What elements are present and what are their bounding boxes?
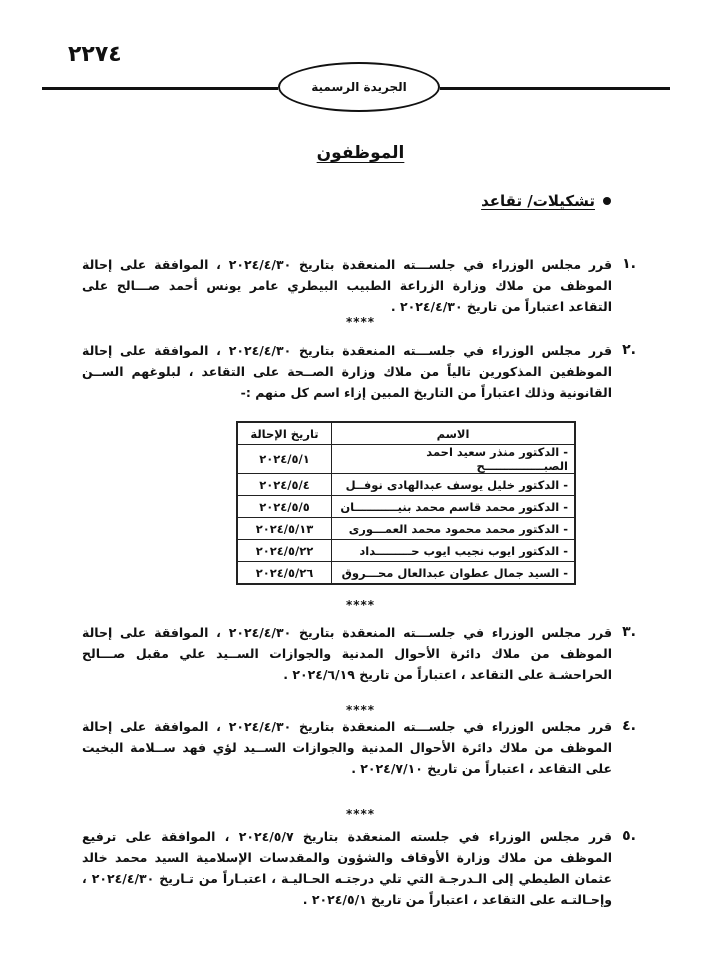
decision-item-1: [82, 254, 636, 317]
decision-item-2: [82, 340, 636, 403]
header-rule-right: [440, 87, 670, 90]
item-text: قرر مجلس الوزراء في جلســـته المنعقدة بتاريخ ٢٠٢٤/٤/٣٠ ، الموافقة على إحالة الموظف من ملاك وزارة الزراعة الطبيب البيطري عامر يونس أحمد صـــالح على التقاعد اعتباراً من تاريخ ٢٠٢٤/٤/٣٠ .: [82, 257, 612, 314]
table-row: [237, 445, 575, 474]
page-number: ٢٢٧٤: [68, 42, 122, 67]
column-header-date: تاريخ الإحالة: [237, 422, 332, 445]
name-cell: - الدكتور منذر سعيد احمد الصبـــــــــــــــح: [332, 445, 576, 474]
retirees-table: [236, 421, 576, 585]
name-cell: - الدكتور محمد محمود محمد العمـــورى: [332, 518, 576, 540]
date-cell: ٢٠٢٤/٥/٤: [237, 474, 332, 496]
item-text: قرر مجلس الوزراء في جلســـته المنعقدة بتاريخ ٢٠٢٤/٤/٣٠ ، الموافقة على إحالة الموظف من ملاك دائرة الأحوال المدنية والجوازات الســيد علي مقبل صـــالح الحراحشـة على التقاعد ، اعتباراً من تاريخ ٢٠٢٤/٦/١٩ .: [82, 625, 612, 682]
sub-heading: [481, 192, 611, 210]
item-number: .٢: [622, 342, 636, 358]
table-row: [237, 540, 575, 562]
sub-heading-text: تشكيلات/ تقاعد: [481, 192, 595, 210]
name-cell: - الدكتور خليل يوسف عبدالهادى نوفــل: [332, 474, 576, 496]
item-text: قرر مجلس الوزراء في جلســـته المنعقدة بتاريخ ٢٠٢٤/٤/٣٠ ، الموافقة على إحالة الموظف من ملاك دائرة الأحوال المدنية والجوازات الســيد لؤي فهد ســلامة البخيت على التقاعد ، اعتباراً من تاريخ ٢٠٢٤/٧/١٠ .: [82, 719, 612, 776]
item-number: .٥: [622, 828, 636, 844]
name-cell: - السيد جمال عطوان عبدالعال محـــروق: [332, 562, 576, 585]
date-cell: ٢٠٢٤/٥/١٣: [237, 518, 332, 540]
gazette-title-oval: [278, 62, 440, 112]
item-number: .١: [622, 256, 636, 272]
bullet-icon: [603, 197, 611, 205]
separator-stars: ****: [345, 598, 376, 612]
date-cell: ٢٠٢٤/٥/٥: [237, 496, 332, 518]
decision-item-3: [82, 622, 636, 685]
table-header-row: [237, 422, 575, 445]
decision-item-4: [82, 716, 636, 779]
decision-item-5: [82, 826, 636, 910]
column-header-name: الاسم: [332, 422, 576, 445]
header-rule-left: [42, 87, 278, 90]
name-cell: - الدكتور محمد قاسم محمد بنيـــــــــــان: [332, 496, 576, 518]
item-number: .٣: [622, 624, 636, 640]
section-title: الموظفون: [316, 143, 405, 163]
item-text: قرر مجلس الوزراء في جلسته المنعقدة بتاريخ ٢٠٢٤/٥/٧ ، الموافقة على ترفيع الموظف من ملاك وزارة الأوقاف والشؤون والمقدسات الإسلامية السيد محمد خالد عثمان الطيطي إلى الـدرجـة التي تلي درجتـه الحـاليـة ، اعتبـاراً من تـاريخ ٢٠٢٤/٤/٣٠ ، وإحـالتـه على التقاعد ، اعتباراً من تاريخ ٢٠٢٤/٥/١ .: [82, 829, 612, 907]
date-cell: ٢٠٢٤/٥/٢٦: [237, 562, 332, 585]
table-row: [237, 474, 575, 496]
table-row: [237, 562, 575, 585]
separator-stars: ****: [345, 807, 376, 821]
date-cell: ٢٠٢٤/٥/٢٢: [237, 540, 332, 562]
table-row: [237, 518, 575, 540]
table-row: [237, 496, 575, 518]
item-number: .٤: [622, 718, 636, 734]
separator-stars: ****: [345, 315, 376, 329]
name-cell: - الدكتور ايوب نجيب ايوب حـــــــــداد: [332, 540, 576, 562]
separator-stars: ****: [345, 703, 376, 717]
date-cell: ٢٠٢٤/٥/١: [237, 445, 332, 474]
item-text: قرر مجلس الوزراء في جلســـته المنعقدة بتاريخ ٢٠٢٤/٤/٣٠ ، الموافقة على إحالة الموظفين المذكورين تالياً من ملاك وزارة الصــحة على التقاعد ، لبلوغهم الســن القانونية وذلك اعتباراً من التاريخ المبين إزاء اسم كل منهم :-: [82, 343, 612, 400]
gazette-title: الجريدة الرسمية: [311, 80, 407, 94]
